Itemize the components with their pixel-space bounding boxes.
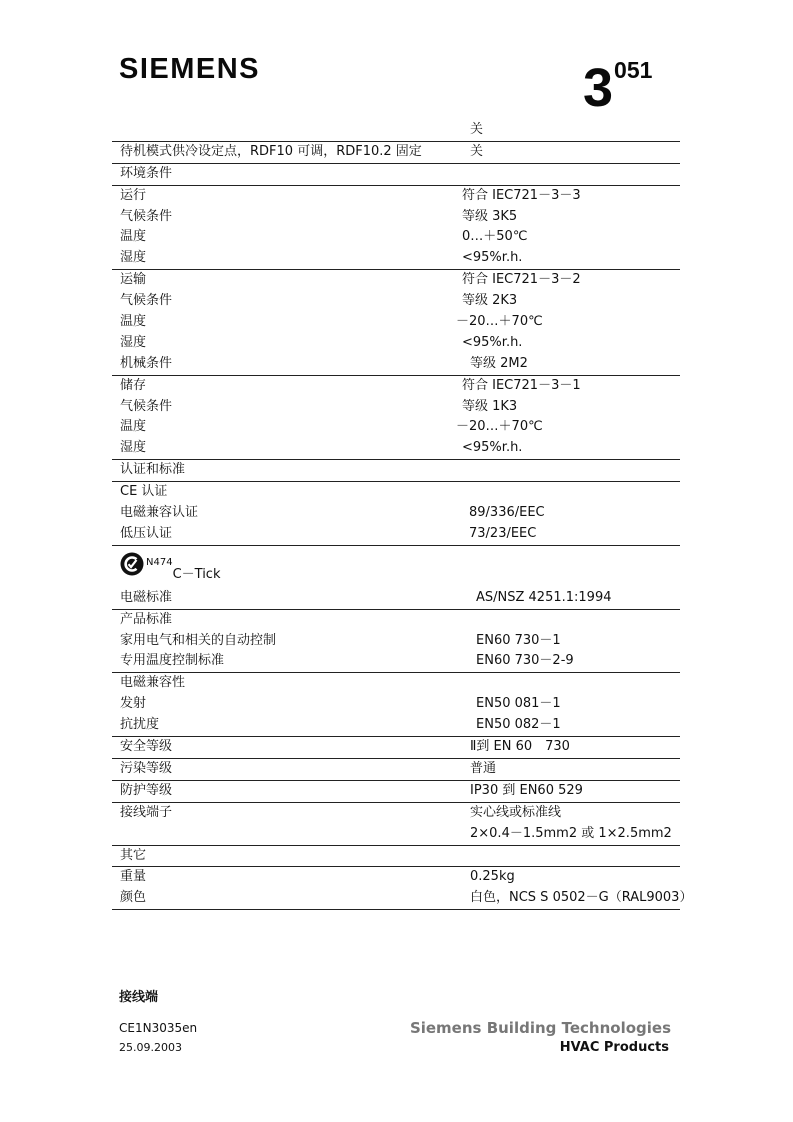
spec-label: 气候条件 xyxy=(120,208,173,224)
page-number xyxy=(583,58,652,118)
spec-row xyxy=(112,269,680,291)
spec-row xyxy=(112,312,680,333)
spec-row xyxy=(112,824,680,845)
spec-value: 符合 IEC721－3－2 xyxy=(462,272,581,288)
ctick-label: C－Tick xyxy=(172,566,221,582)
spec-label: 专用温度控制标准 xyxy=(120,653,225,669)
spec-value: －20…＋70℃ xyxy=(456,314,543,330)
spec-row xyxy=(112,780,680,802)
spec-row xyxy=(112,694,680,715)
spec-row xyxy=(112,481,680,503)
spec-label: 电磁兼容性 xyxy=(120,675,186,691)
spec-row xyxy=(112,631,680,652)
spec-label: 储存 xyxy=(120,377,147,393)
spec-value: 2×0.4－1.5mm2 或 1×2.5mm2 xyxy=(470,825,672,841)
spec-row xyxy=(112,248,680,269)
spec-value: EN50 081－1 xyxy=(476,696,561,712)
spec-label: 抗扰度 xyxy=(120,717,160,733)
spec-label: 防护等级 xyxy=(120,782,173,798)
spec-label: 机械条件 xyxy=(120,355,173,371)
spec-row xyxy=(112,333,680,354)
spec-value: 关 xyxy=(470,143,484,159)
ctick-icon xyxy=(120,552,144,576)
spec-label: 气候条件 xyxy=(120,398,173,414)
spec-label: 湿度 xyxy=(120,334,147,350)
spec-label: CE 认证 xyxy=(120,484,168,500)
page-number-main: 3 xyxy=(583,58,614,118)
spec-row xyxy=(112,375,680,397)
spec-value: Ⅱ到 EN 60 730 xyxy=(470,739,570,755)
table-bottom-rule xyxy=(112,909,680,910)
spec-row xyxy=(112,459,680,481)
spec-label: 气候条件 xyxy=(120,293,173,309)
spec-value: 等级 2K3 xyxy=(462,293,518,309)
document-date: 25.09.2003 xyxy=(119,1041,182,1054)
siemens-logo: SIEMENS xyxy=(119,53,261,85)
spec-label: 污染等级 xyxy=(120,760,173,776)
spec-row xyxy=(112,736,680,758)
spec-value: <95%r.h. xyxy=(462,250,523,266)
spec-row xyxy=(112,354,680,375)
spec-row xyxy=(112,207,680,228)
ctick-number: N474 xyxy=(146,556,173,568)
spec-row xyxy=(112,417,680,438)
spec-row xyxy=(112,438,680,459)
spec-label: 电磁兼容认证 xyxy=(120,505,199,521)
spec-value: EN60 730－2-9 xyxy=(476,653,574,669)
spec-value: 89/336/EEC xyxy=(469,505,545,521)
spec-value: 关 xyxy=(470,122,484,137)
spec-value: 白色，NCS S 0502－G（RAL9003） xyxy=(470,890,693,906)
spec-value: 实心线或标准线 xyxy=(470,804,562,820)
spec-value: 等级 3K5 xyxy=(462,208,518,224)
spec-label: 产品标准 xyxy=(120,611,173,627)
ctick-row xyxy=(112,545,680,588)
spec-rows-part2 xyxy=(112,588,693,909)
specification-table xyxy=(112,120,693,910)
spec-value: 73/23/EEC xyxy=(469,525,537,541)
spec-row xyxy=(112,758,680,780)
spec-row xyxy=(112,524,680,545)
section-title-terminals: 接线端 xyxy=(119,990,159,1005)
spec-value: 等级 2M2 xyxy=(470,355,528,371)
spec-label: 发射 xyxy=(120,696,147,712)
spec-row xyxy=(112,802,680,824)
spec-row xyxy=(112,503,680,524)
spec-label: 温度 xyxy=(120,419,147,435)
spec-label: 温度 xyxy=(120,229,147,245)
spec-label: 接线端子 xyxy=(120,804,173,820)
document-id: CE1N3035en xyxy=(119,1021,198,1035)
spec-label: 运行 xyxy=(120,187,147,203)
spec-rows-part1 xyxy=(112,120,680,545)
ctick-mark xyxy=(120,552,220,586)
spec-row xyxy=(112,672,680,694)
spec-value: <95%r.h. xyxy=(462,440,523,456)
spec-label: 颜色 xyxy=(120,890,147,906)
spec-row xyxy=(112,888,693,909)
spec-label: 环境条件 xyxy=(120,165,173,181)
spec-value: 等级 1K3 xyxy=(462,398,518,414)
spec-value: 符合 IEC721－3－3 xyxy=(462,187,581,203)
spec-label: 认证和标准 xyxy=(120,462,186,478)
spec-row xyxy=(112,227,680,248)
spec-row xyxy=(112,120,680,141)
spec-value: EN50 082－1 xyxy=(476,717,561,733)
spec-label: 湿度 xyxy=(120,440,147,456)
spec-value: IP30 到 EN60 529 xyxy=(470,782,583,798)
spec-label: 低压认证 xyxy=(120,525,173,541)
spec-value: AS/NSZ 4251.1:1994 xyxy=(476,589,612,605)
company-name: Siemens Building Technologies xyxy=(409,1019,671,1037)
spec-row xyxy=(112,866,680,888)
spec-label: 运输 xyxy=(120,272,147,288)
spec-row xyxy=(112,609,680,631)
spec-row xyxy=(112,185,680,207)
spec-label: 待机模式供冷设定点，RDF10 可调，RDF10.2 固定 xyxy=(120,143,422,159)
spec-value: 普通 xyxy=(470,760,497,776)
spec-value: －20…＋70℃ xyxy=(456,419,543,435)
spec-row xyxy=(112,397,680,418)
spec-row xyxy=(112,651,680,672)
spec-value: 0…＋50℃ xyxy=(462,229,528,245)
spec-row xyxy=(112,163,680,185)
spec-label: 家用电气和相关的自动控制 xyxy=(120,632,277,648)
spec-label: 其它 xyxy=(120,847,147,863)
spec-row xyxy=(112,141,680,163)
spec-row xyxy=(112,715,680,736)
spec-label: 重量 xyxy=(120,869,147,885)
spec-value: 0.25kg xyxy=(470,869,515,885)
spec-label: 电磁标准 xyxy=(120,589,173,605)
spec-row xyxy=(112,588,680,609)
spec-value: 符合 IEC721－3－1 xyxy=(462,377,581,393)
spec-value: EN60 730－1 xyxy=(476,632,561,648)
division-name: HVAC Products xyxy=(559,1040,669,1055)
spec-row xyxy=(112,291,680,312)
spec-label: 温度 xyxy=(120,314,147,330)
spec-value: <95%r.h. xyxy=(462,334,523,350)
page-number-sup: 051 xyxy=(614,57,653,83)
spec-row xyxy=(112,845,680,867)
spec-label: 安全等级 xyxy=(120,739,173,755)
spec-label: 湿度 xyxy=(120,250,147,266)
